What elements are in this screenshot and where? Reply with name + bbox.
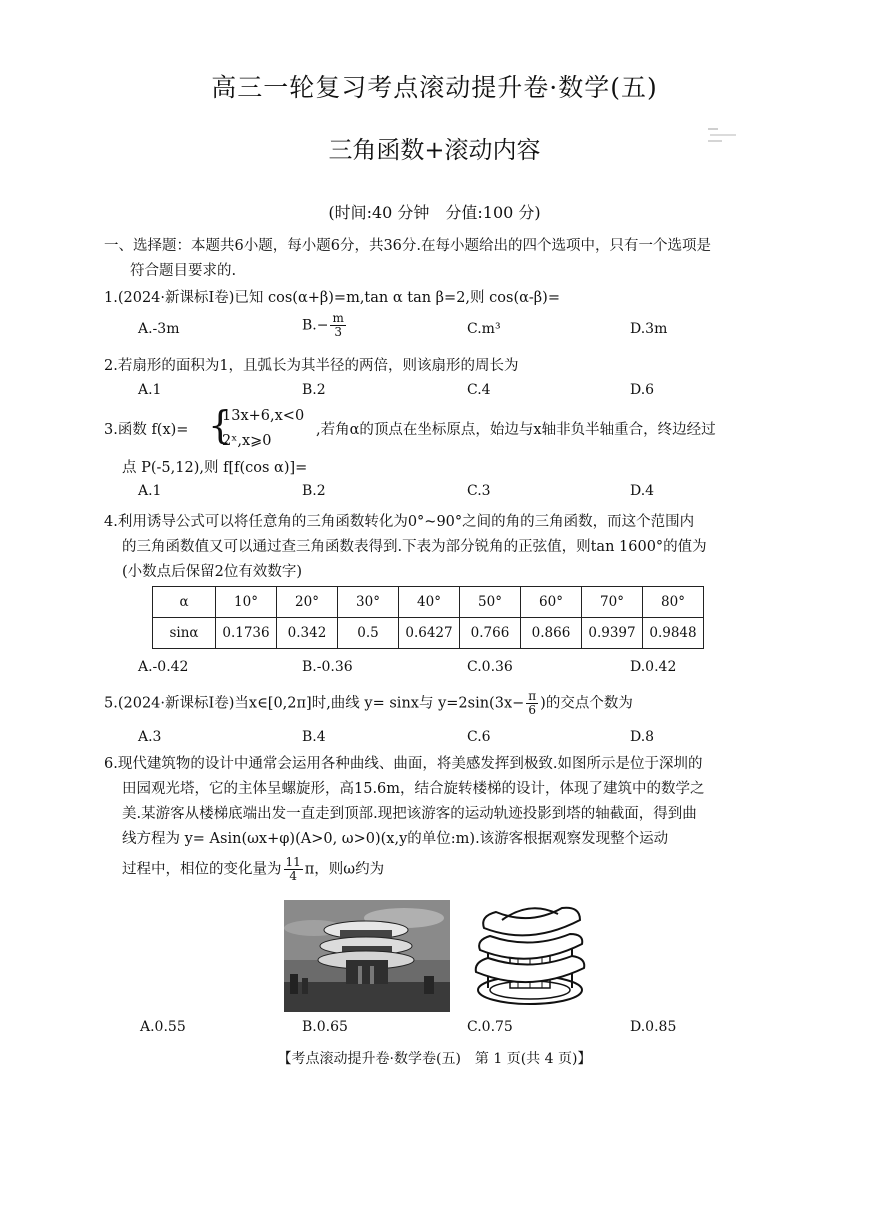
q3-option-c: C.3 bbox=[467, 483, 491, 499]
q3-option-d: D.4 bbox=[630, 483, 655, 499]
q6-stem-line5: 过程中，相位的变化量为 $\frac{11}{4}$ π，则ω约为 bbox=[122, 855, 385, 883]
page-title: 高三一轮复习考点滚动提升卷·数学(五) bbox=[211, 73, 658, 102]
time-info: (时间:40 分钟 分值:100 分) bbox=[328, 203, 541, 222]
table-row bbox=[153, 587, 704, 618]
table-cell: 50° bbox=[460, 587, 521, 618]
q4-option-a: A.-0.42 bbox=[138, 659, 189, 675]
table-cell: 70° bbox=[582, 587, 643, 618]
q5-option-d: D.8 bbox=[630, 729, 655, 745]
table-cell: 0.5 bbox=[338, 618, 399, 649]
q1-stem: 1.(2024·新课标Ⅰ卷)已知 cos(α+β)=m,tan α tan β=2,则 cos(α-β)= bbox=[104, 290, 560, 306]
q2-option-b: B.2 bbox=[302, 382, 326, 398]
q3-brace: { bbox=[208, 403, 233, 447]
q4-stem-line3: (小数点后保留2位有效数字) bbox=[122, 564, 303, 580]
table-cell: 10° bbox=[216, 587, 277, 618]
q2-option-c: C.4 bbox=[467, 382, 491, 398]
table-cell: 20° bbox=[277, 587, 338, 618]
q6-option-a: A.0.55 bbox=[140, 1019, 186, 1035]
table-cell: 0.9397 bbox=[582, 618, 643, 649]
page-footer: 【考点滚动提升卷·数学卷(五) 第 1 页(共 4 页)】 bbox=[277, 1051, 592, 1067]
table-cell: 0.6427 bbox=[399, 618, 460, 649]
q4-option-c: C.0.36 bbox=[467, 659, 513, 675]
table-cell: 60° bbox=[521, 587, 582, 618]
table-cell: 0.766 bbox=[460, 618, 521, 649]
q5-stem: 5.(2024·新课标Ⅰ卷)当x∈[0,2π]时,曲线 y= sinx与 y=2sin(3x− $\frac{\pi}{6}$ )的交点个数为 bbox=[104, 689, 633, 717]
q1-option-d: D.3m bbox=[630, 321, 668, 337]
table-cell: 0.1736 bbox=[216, 618, 277, 649]
q6-stem-line1: 6.现代建筑物的设计中通常会运用各种曲线、曲面，将美感发挥到极致.如图所示是位于深圳的 bbox=[104, 756, 703, 772]
q4-stem-line1: 4.利用诱导公式可以将任意角的三角函数转化为0°~90°之间的角的三角函数，而这个范围内 bbox=[104, 514, 695, 530]
q2-stem: 2.若扇形的面积为1，且弧长为其半径的两倍，则该扇形的周长为 bbox=[104, 358, 519, 374]
q6-stem-line4: 线方程为 y= Asin(ωx+φ)(A>0, ω>0)(x,y的单位:m).该游客根据观察发现整个运动 bbox=[122, 831, 669, 847]
q4-stem-line2: 的三角函数值又可以通过查三角函数表得到.下表为部分锐角的正弦值，则tan 1600°的值为 bbox=[122, 539, 707, 555]
q3-case1: 13x+6,x<0 bbox=[222, 408, 305, 424]
table-header-cell: sinα bbox=[153, 618, 216, 649]
q2-option-a: A.1 bbox=[138, 382, 162, 398]
q3-prefix: 3.函数 f(x)= bbox=[104, 422, 189, 438]
q3-option-a: A.1 bbox=[138, 483, 162, 499]
q1-option-c: C.m³ bbox=[467, 321, 501, 337]
section-instruction-line1: 一、选择题：本题共6小题，每小题6分，共36分.在每小题给出的四个选项中，只有一个选项是 bbox=[104, 238, 712, 254]
q6-stem-line3: 美.某游客从楼梯底端出发一直走到顶部.现把该游客的运动轨迹投影到塔的轴截面，得到曲 bbox=[122, 806, 697, 822]
table-cell: 40° bbox=[399, 587, 460, 618]
table-cell: 80° bbox=[643, 587, 704, 618]
table-cell: 0.342 bbox=[277, 618, 338, 649]
section-instruction-line2: 符合题目要求的. bbox=[130, 263, 237, 279]
table-cell: 0.9848 bbox=[643, 618, 704, 649]
scan-artifact bbox=[706, 124, 744, 146]
tower-photo bbox=[284, 900, 450, 1012]
q3-stem-line2: 点 P(-5,12),则 f[f(cos α)]= bbox=[122, 460, 308, 476]
q5-option-c: C.6 bbox=[467, 729, 491, 745]
table-header-cell: α bbox=[153, 587, 216, 618]
q1-option-b: B.− $\frac{m}{3}$ bbox=[302, 311, 344, 339]
q5-option-a: A.3 bbox=[138, 729, 162, 745]
sine-table bbox=[152, 586, 704, 649]
q1-option-a: A.-3m bbox=[138, 321, 180, 337]
page-subtitle: 三角函数+滚动内容 bbox=[328, 136, 541, 164]
q4-option-b: B.-0.36 bbox=[302, 659, 353, 675]
table-row bbox=[153, 618, 704, 649]
q5-option-b: B.4 bbox=[302, 729, 326, 745]
q6-option-d: D.0.85 bbox=[630, 1019, 677, 1035]
spiral-tower-diagram bbox=[462, 898, 600, 1010]
q6-option-b: B.0.65 bbox=[302, 1019, 348, 1035]
q4-option-d: D.0.42 bbox=[630, 659, 677, 675]
q3-case2: 2ˣ,x⩾0 bbox=[222, 433, 272, 449]
q3-stem-rest: ,若角α的顶点在坐标原点，始边与x轴非负半轴重合，终边经过 bbox=[316, 422, 716, 438]
table-cell: 30° bbox=[338, 587, 399, 618]
q2-option-d: D.6 bbox=[630, 382, 655, 398]
q3-option-b: B.2 bbox=[302, 483, 326, 499]
q6-option-c: C.0.75 bbox=[467, 1019, 513, 1035]
q6-stem-line2: 田园观光塔，它的主体呈螺旋形，高15.6m，结合旋转楼梯的设计，体现了建筑中的数学之 bbox=[122, 781, 705, 797]
table-cell: 0.866 bbox=[521, 618, 582, 649]
